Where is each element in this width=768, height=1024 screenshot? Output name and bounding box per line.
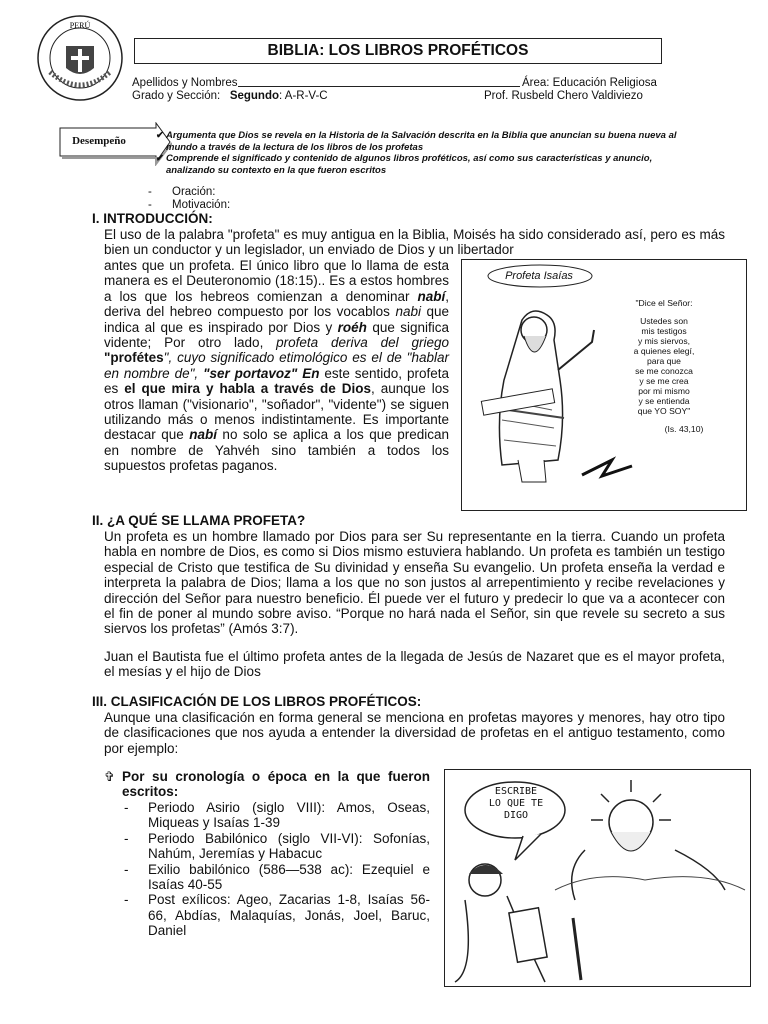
seal-text: PERÚ	[69, 21, 91, 30]
objective-1: ✔ Argumenta que Dios se revela en la Historia de la Salvación descrita en la Biblia que anuncian su buena nueva al mundo a través de la lectura de los libros de los profetas	[156, 130, 677, 153]
section-1-heading: I. INTRODUCCIÓN:	[92, 211, 213, 226]
section-3-heading: III. CLASIFICACIÓN DE LOS LIBROS PROFÉTICOS:	[92, 694, 422, 709]
chronology-list	[148, 800, 430, 939]
section-2-paragraph-2: Juan el Bautista fue el último profeta antes de la llegada de Jesús de Nazaret que es el mayor profeta, el mesías y el hijo de Dios	[104, 649, 725, 680]
area-label: Área: Educación Religiosa	[522, 77, 657, 89]
isaiah-quote: "Dice el Señor: Ustedes son mis testigos y mis siervos, a quienes elegí, para que se me conozca y se me crea por mi mismo y se entienda que YO SOY" (Is. 43,10)	[633, 298, 704, 434]
prophet-isaiah-illustration	[461, 259, 747, 511]
check-icon: ✔	[156, 153, 164, 164]
teacher-name: Prof. Rusbeld Chero Valdiviezo	[484, 90, 643, 102]
grado-label: Grado y Sección:	[132, 90, 221, 102]
activity-motivacion: - Motivación:	[148, 199, 231, 211]
god-speaks-illustration	[444, 769, 751, 987]
section-2-heading: II. ¿A QUÉ SE LLAMA PROFETA?	[92, 513, 306, 528]
section-3-paragraph: Aunque una clasificación en forma general se menciona en profetas mayores y menores, hay otro tipo de clasificaciones que nos ayuda a entender la diversidad de profetas en el antiguo testamento, como por ejemplo:	[104, 710, 725, 756]
list-item: - Periodo Asirio (siglo VIII): Amos, Oseas, Miqueas y Isaías 1-39	[148, 800, 430, 831]
section-1-lead: El uso de la palabra "profeta" es muy antigua en la Biblia, Moisés ha sido considerado así, pero es más bien un conductor y un legislador, un enviado de Dios y un libertador	[104, 227, 725, 258]
grado-value: Segundo	[229, 90, 280, 102]
activity-oracion: - Oración:	[148, 186, 216, 198]
cross-bullet-icon: ✞	[104, 769, 115, 784]
check-icon: ✔	[156, 130, 164, 141]
apellidos-label: Apellidos y Nombres	[132, 77, 238, 89]
list-item: - Exilio babilónico (586—538 ac): Ezequiel e Isaías 40-55	[148, 862, 430, 893]
figure-1-title: Profeta Isaías	[505, 270, 573, 282]
page-title: BIBLIA: LOS LIBROS PROFÉTICOS	[134, 38, 662, 64]
section-1-body: antes que un profeta. El único libro que lo llama de esta manera es el Deuteronomio (18:15).. Es a estos hombres a los que los hebreos comienzan a denominar nabí, deriva del hebreo compuesto por los vocablos nabi que indica al que es inspirado por Dios y roéh que significa vidente; Por otro lado, profeta deriva del griego "profétes", cuyo significado etimológico es el de "hablar en nombre de", "ser portavoz" En este sentido, profeta es el que mira y habla a través de Dios, aunque los otros llaman ("visionario", "soñador", "vidente") se siguen utilizando más o menos indistintamente. Es importante destacar que nabí no solo se aplica a los que predican en nombre de Yahvéh sino también a todos los supuestos profetas paganos.	[104, 258, 449, 474]
list-item: - Periodo Babilónico (siglo VII-VI): Sofonías, Nahúm, Jeremías y Habacuc	[148, 831, 430, 862]
speech-bubble: ESCRIBE LO QUE TE DIGO	[488, 786, 544, 821]
seccion-value: : A-R-V-C	[279, 90, 328, 102]
objective-2: ✔ Comprende el significado y contenido de algunos libros proféticos, así como sus características y anuncio, analizando su contexto en la que fueron escritos	[156, 153, 653, 176]
chronology-subheading: Por su cronología o época en la que fueron escritos:	[122, 769, 430, 800]
school-seal-logo	[36, 14, 124, 102]
name-field-line[interactable]	[238, 86, 520, 87]
section-2-paragraph: Un profeta es un hombre llamado por Dios para ser Su representante en la tierra. Cuando un profeta habla en nombre de Dios, es como si Dios mismo estuviera hablando. Un profeta es también un testigo especial de Cristo que testifica de Su divinidad y enseña Su evangelio. Un profeta enseña la verdad e interpreta la palabra de Dios; llama a los que no son justos al arrepentimiento y recibe revelaciones y dirección del Señor para nuestro beneficio. Él puede ver el futuro y predecir lo que va a acontecer con el fin de poner al mundo sobre aviso. “Porque no hará nada el Señor, sin que revele su secreto a sus siervos los profetas” (Amós 3:7).	[104, 529, 725, 637]
grado-row	[132, 89, 328, 103]
desempeno-label: Desempeño	[72, 135, 126, 147]
list-item: - Post exílicos: Ageo, Zacarias 1-8, Isaías 56-66, Abdías, Malaquías, Jonás, Joel, Baruc, Daniel	[148, 892, 430, 938]
